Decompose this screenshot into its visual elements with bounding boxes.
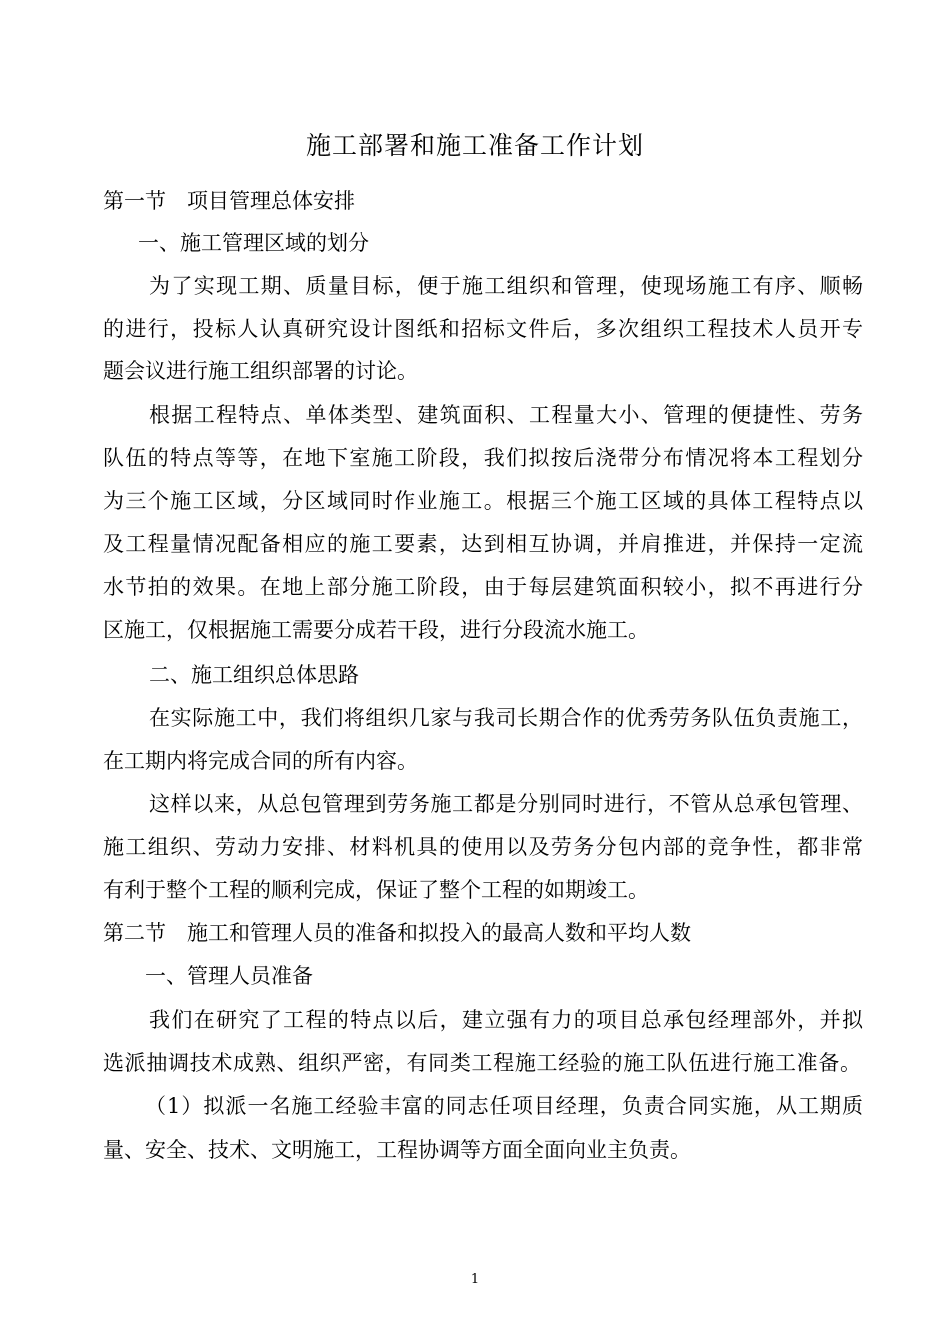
paragraph-line: 在实际施工中，我们将组织几家与我司长期合作的优秀劳务队伍负责施工， [149, 706, 863, 730]
paragraph-line: 施工组织、劳动力安排、材料机具的使用以及劳务分包内部的竞争性，都非常 [103, 835, 863, 859]
paragraph-line: 及工程量情况配备相应的施工要素，达到相互协调，并肩推进，并保持一定流 [103, 532, 863, 556]
paragraph-line: 量、安全、技术、文明施工，工程协调等方面全面向业主负责。 [103, 1138, 691, 1162]
subsection-heading: 一、施工管理区域的划分 [138, 231, 369, 255]
paragraph-line: 有利于整个工程的顺利完成，保证了整个工程的如期竣工。 [103, 878, 649, 902]
paragraph-line: 为了实现工期、质量目标，便于施工组织和管理，使现场施工有序、顺畅 [149, 274, 863, 298]
paragraph-line: 这样以来，从总包管理到劳务施工都是分别同时进行，不管从总承包管理、 [149, 792, 863, 816]
paragraph-line: （1）拟派一名施工经验丰富的同志任项目经理，负责合同实施，从工期质 [145, 1094, 863, 1118]
paragraph-line: 区施工，仅根据施工需要分成若干段，进行分段流水施工。 [103, 618, 649, 642]
paragraph-line: 在工期内将完成合同的所有内容。 [103, 749, 418, 773]
paragraph-line: 为三个施工区域，分区域同时作业施工。根据三个施工区域的具体工程特点以 [103, 489, 863, 513]
paragraph-line: 我们在研究了工程的特点以后，建立强有力的项目总承包经理部外，并拟 [149, 1008, 863, 1032]
paragraph-line: 根据工程特点、单体类型、建筑面积、工程量大小、管理的便捷性、劳务 [149, 403, 863, 427]
document-title: 施工部署和施工准备工作计划 [305, 131, 644, 160]
paragraph-line: 题会议进行施工组织部署的讨论。 [103, 359, 418, 383]
subsection-heading: 二、施工组织总体思路 [149, 663, 359, 687]
subsection-heading: 一、管理人员准备 [145, 964, 313, 988]
page-number: 1 [470, 1272, 480, 1287]
paragraph-line: 水节拍的效果。在地上部分施工阶段，由于每层建筑面积较小，拟不再进行分 [103, 575, 863, 599]
paragraph-line: 的进行，投标人认真研究设计图纸和招标文件后，多次组织工程技术人员开专 [103, 317, 863, 341]
section-heading: 第一节 项目管理总体安排 [103, 189, 355, 213]
paragraph-line: 队伍的特点等等，在地下室施工阶段，我们拟按后浇带分布情况将本工程划分 [103, 446, 863, 470]
section-heading: 第二节 施工和管理人员的准备和拟投入的最高人数和平均人数 [103, 921, 691, 945]
paragraph-line: 选派抽调技术成熟、组织严密，有同类工程施工经验的施工队伍进行施工准备。 [103, 1051, 861, 1075]
